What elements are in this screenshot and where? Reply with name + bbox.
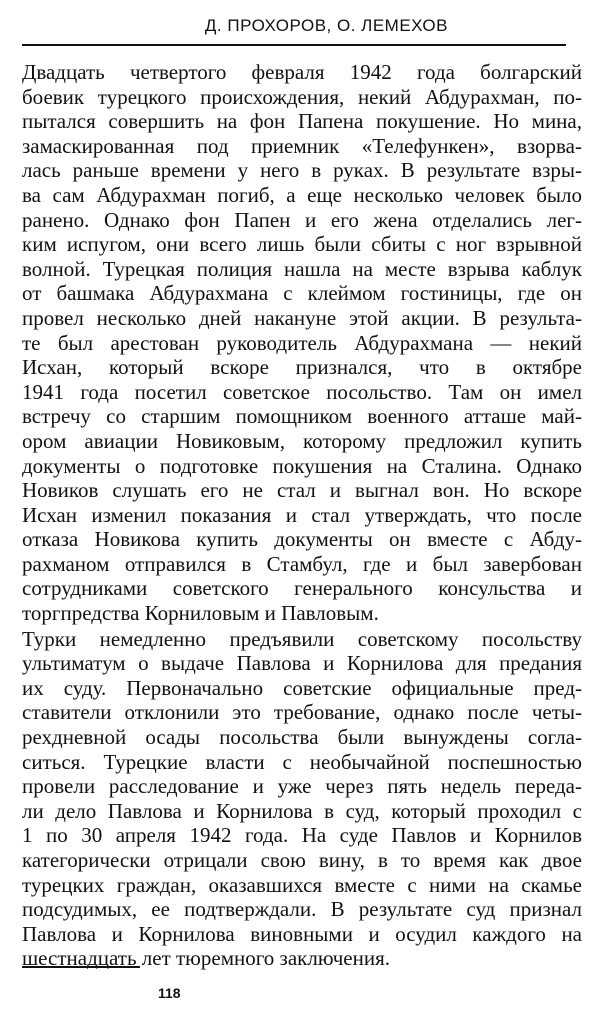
text-line: категорически отрицали свою вину, в то время как двое bbox=[22, 848, 582, 872]
text-line: сотрудниками советского генерального консульства и bbox=[22, 576, 582, 601]
page-body bbox=[22, 60, 582, 971]
text-line: лась раньше времени у него в руках. В результате взры- bbox=[22, 158, 582, 183]
text-line: Исхан изменил показания и стал утверждать, что после bbox=[22, 502, 582, 527]
text-line: ранено. Однако фон Папен и его жена отделались лег- bbox=[22, 207, 582, 232]
text-line: подсудимых, ее подтверждали. В результате суд признал bbox=[22, 897, 582, 922]
text-line: Новиков слушать его не стал и выгнал вон. Но вскоре bbox=[22, 478, 582, 503]
text-line: их суду. Первоначально советские официальные пред- bbox=[22, 675, 582, 700]
text-line: те был арестован руководитель Абдурахмана — некий bbox=[22, 330, 582, 355]
text-line: ором авиации Новиковым, которому предложил купить bbox=[22, 428, 582, 453]
text-line: волной. Турецкая полиция нашла на месте взрыва каблук bbox=[22, 256, 582, 281]
text-line: ли дело Павлова и Корнилова в суд, который проходил с bbox=[22, 798, 582, 823]
text-line: рехдневной осады посольства были вынуждены согла- bbox=[22, 725, 582, 750]
text-line: провели расследование и уже через пять недель переда- bbox=[22, 774, 582, 799]
text-line: отказа Новикова купить документы он вместе с Абду- bbox=[22, 527, 582, 552]
text-line: ультиматум о выдаче Павлова и Корнилова для предания bbox=[22, 651, 582, 676]
text-line: шестнадцать лет тюремного заключения. bbox=[22, 946, 391, 971]
text-line: от башмака Абдурахмана с клеймом гостиницы, где он bbox=[22, 281, 582, 306]
text-line: рахманом отправился в Стамбул, где и был завербован bbox=[22, 551, 582, 576]
text-line: документы о подготовке покушения на Сталина. Однако bbox=[22, 453, 582, 478]
paragraph-1 bbox=[22, 60, 582, 626]
footnote-rule bbox=[22, 966, 140, 968]
text-line: провел несколько дней накануне этой акции. В результа- bbox=[22, 305, 582, 330]
text-line: 1 по 30 апреля 1942 года. На суде Павлов и Корнилов bbox=[22, 823, 582, 848]
text-line: пытался совершить на фон Папена покушение. Но мина, bbox=[22, 109, 582, 134]
text-line: ставители отклонили это требование, однако после четы- bbox=[22, 700, 582, 725]
text-line: боевик турецкого происхождения, некий Абдурахман, по- bbox=[22, 84, 582, 109]
text-line: торгпредства Корниловым и Павловым. bbox=[22, 601, 379, 626]
text-line: 1941 года посетил советское посольство. Там он имел bbox=[22, 379, 582, 404]
text-line: турецких граждан, оказавшихся вместе с ними на скамье bbox=[22, 872, 582, 897]
text-line: встречу со старшим помощником военного атташе май- bbox=[22, 404, 582, 429]
text-line: Исхан, который вскоре признался, что в октябре bbox=[22, 355, 582, 380]
running-header bbox=[22, 8, 566, 46]
running-title: Д. ПРОХОРОВ, О. ЛЕМЕХОВ bbox=[204, 16, 448, 35]
text-line: ким испугом, они всего лишь были сбиты с ног взрывной bbox=[22, 232, 582, 257]
text-line: ва сам Абдурахман погиб, а еще несколько человек было bbox=[22, 182, 582, 207]
page-number: 118 bbox=[158, 985, 181, 1001]
text-line: Турки немедленно предъявили советскому посольству bbox=[22, 626, 582, 651]
text-line: Двадцать четвертого февраля 1942 года болгарский bbox=[22, 60, 582, 84]
paragraph-2 bbox=[22, 627, 582, 971]
text-line: ситься. Турецкие власти с необычайной поспешностью bbox=[22, 749, 582, 774]
text-line: Павлова и Корнилова виновными и осудил каждого на bbox=[22, 921, 582, 946]
text-line: замаскированная под приемник «Телефункен», взорва- bbox=[22, 133, 582, 158]
